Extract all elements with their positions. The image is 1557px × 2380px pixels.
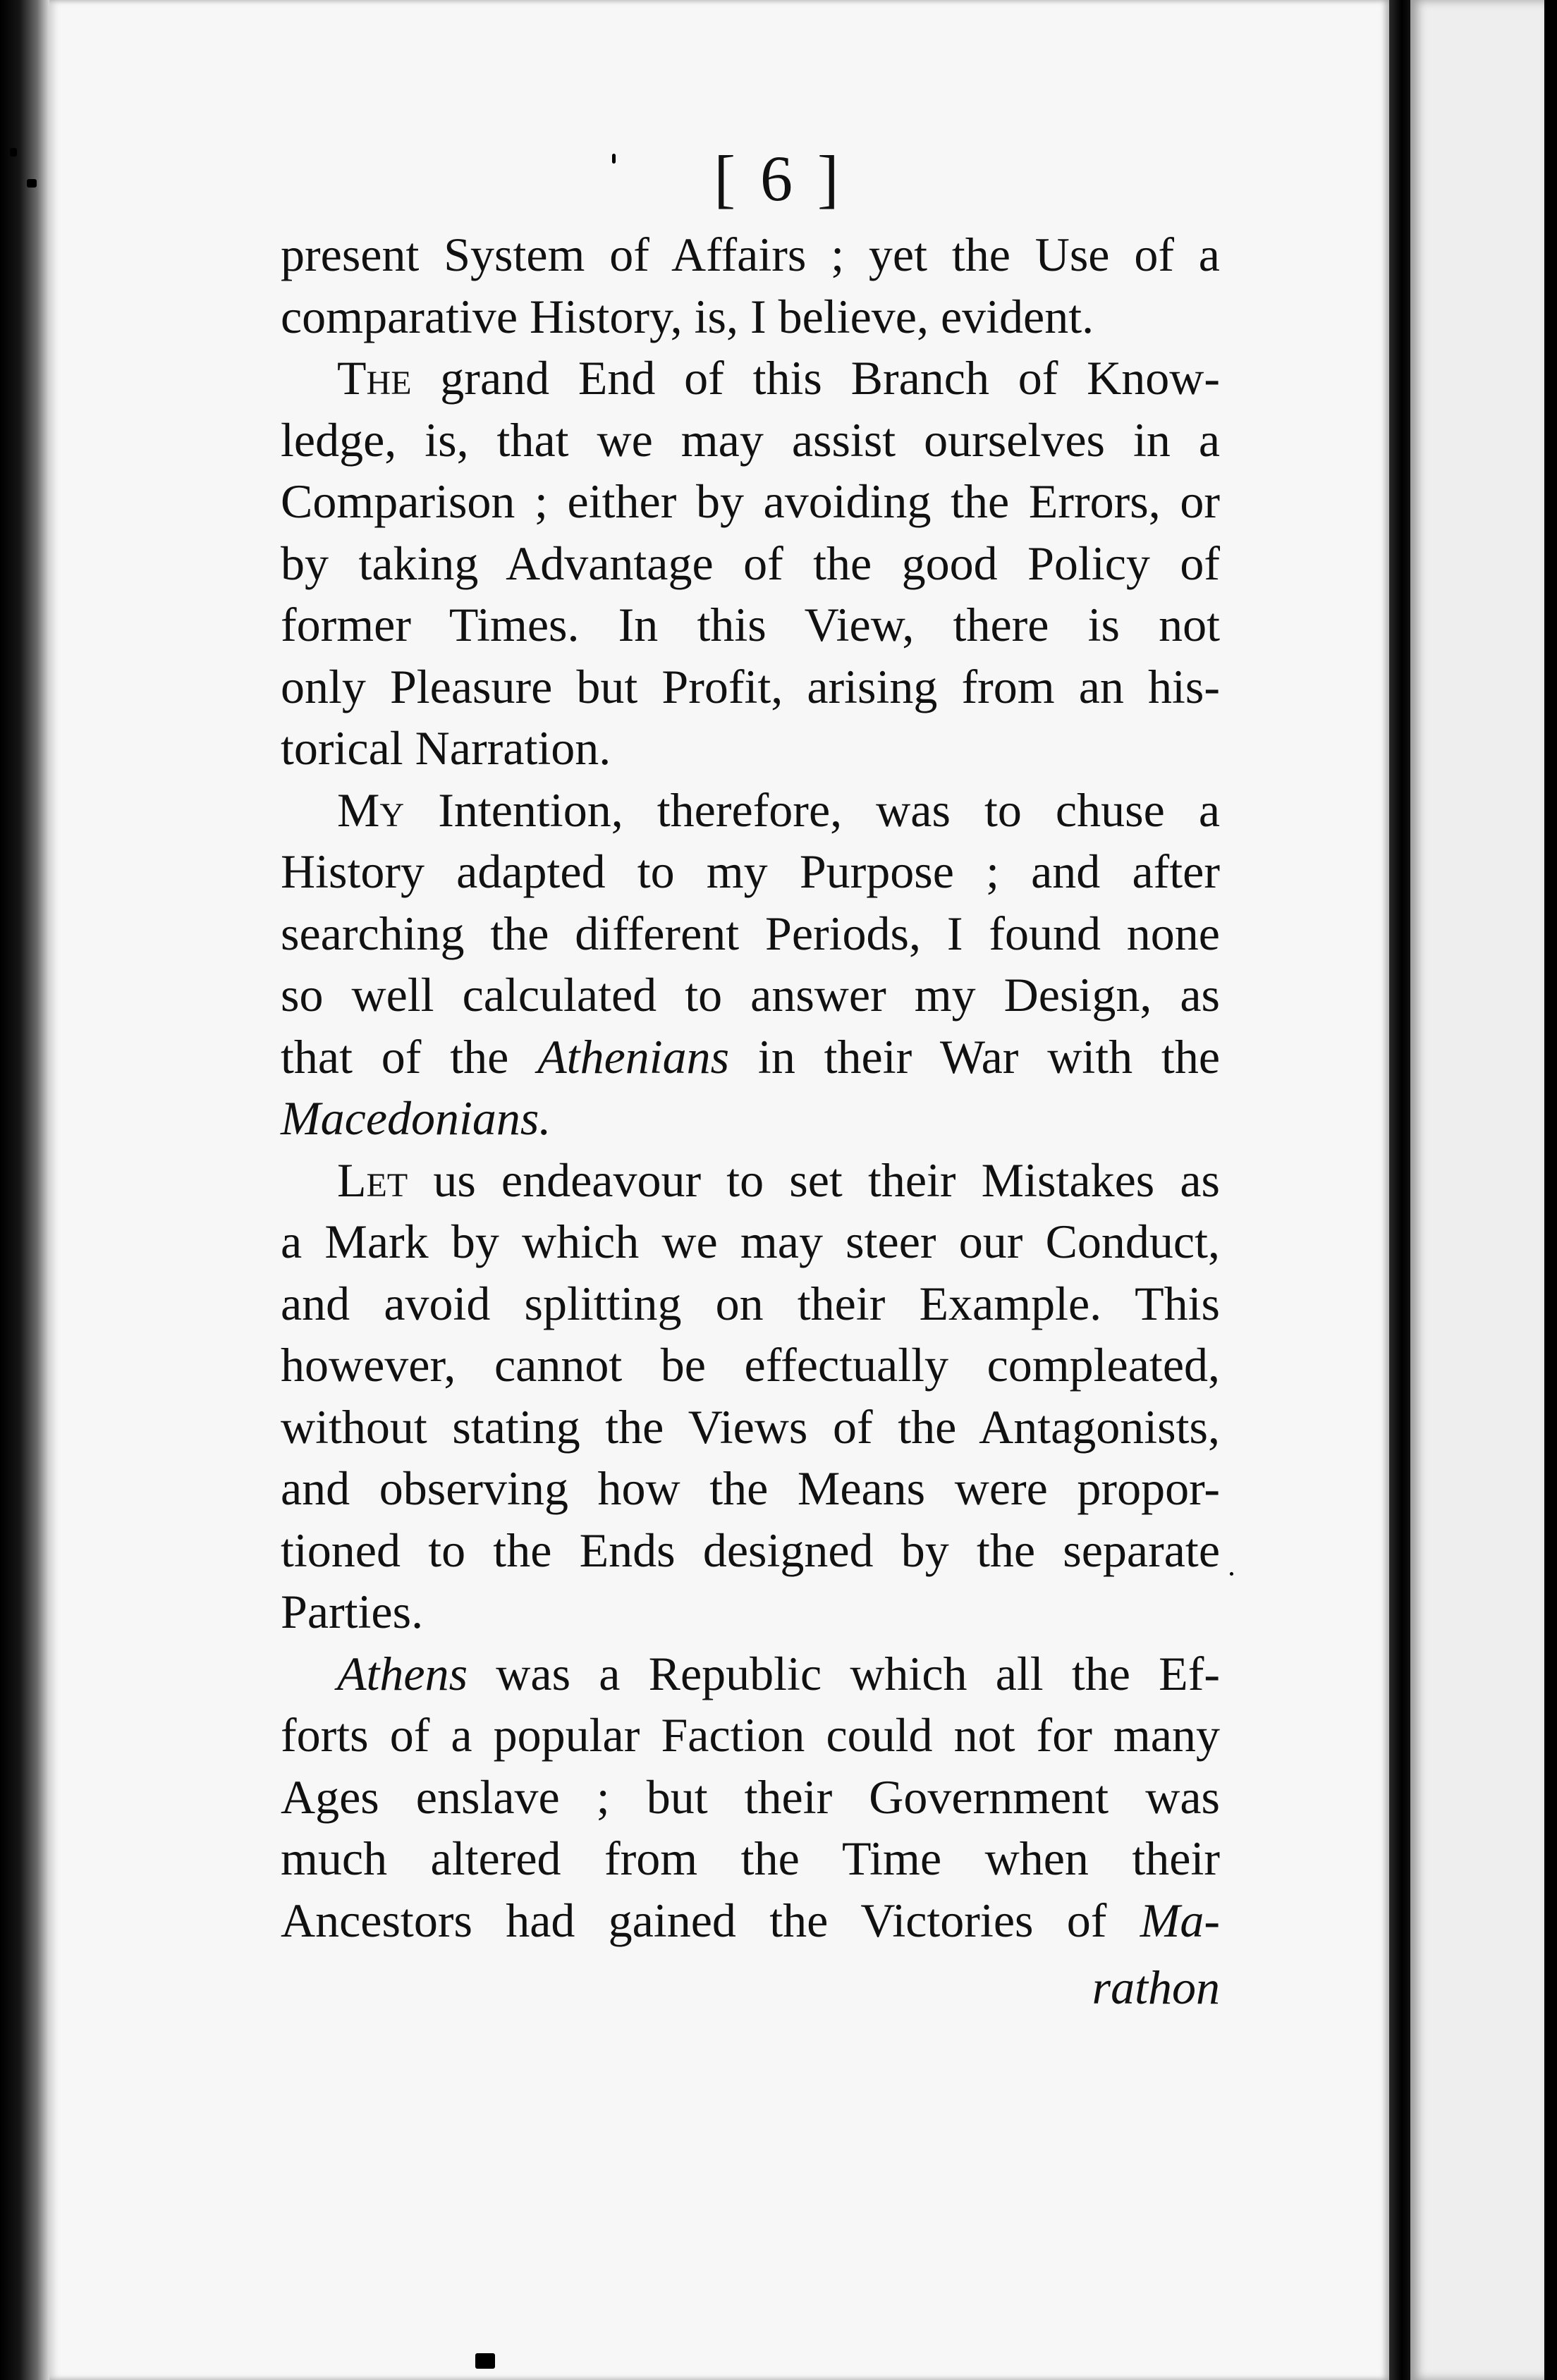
line-text: comparative History, is, I believe, evident. bbox=[281, 289, 1094, 343]
text-line bbox=[281, 841, 1220, 903]
text-line bbox=[281, 1088, 1220, 1150]
italic-text: Athens bbox=[337, 1646, 468, 1700]
line-text: so well calculated to answer my Design, as bbox=[281, 968, 1220, 1022]
line-text: in their War with the bbox=[729, 1029, 1220, 1084]
right-scan-edge bbox=[1544, 0, 1557, 2380]
text-line bbox=[281, 1150, 1220, 1212]
text-line bbox=[281, 594, 1220, 656]
text-line bbox=[281, 1335, 1220, 1397]
line-text: us endeavour to set their Mistakes as bbox=[408, 1153, 1220, 1207]
italic-text: Athenians bbox=[537, 1029, 730, 1084]
text-line bbox=[281, 718, 1220, 780]
text-line bbox=[281, 964, 1220, 1026]
line-text: by taking Advantage of the good Policy of bbox=[281, 536, 1220, 590]
page-number: [ 6 ] bbox=[714, 142, 843, 214]
small-caps-lead: My bbox=[337, 783, 405, 837]
body-text bbox=[281, 224, 1220, 2019]
line-text: and observing how the Means were propor- bbox=[281, 1461, 1220, 1515]
text-line bbox=[281, 286, 1220, 348]
line-text: without stating the Views of the Antagonists, bbox=[281, 1399, 1220, 1454]
text-line bbox=[281, 1643, 1220, 1705]
text-line bbox=[281, 410, 1220, 472]
small-caps-lead: The bbox=[337, 351, 412, 405]
line-text: Intention, therefore, was to chuse a bbox=[404, 783, 1220, 837]
scan-speck bbox=[475, 2353, 495, 2369]
scan-speck bbox=[1230, 1572, 1233, 1576]
line-text: much altered from the Time when their bbox=[281, 1832, 1220, 1885]
line-text: present System of Affairs ; yet the Use of a bbox=[281, 228, 1220, 281]
text-line bbox=[281, 1705, 1220, 1767]
line-text: Ages enslave ; but their Government was bbox=[281, 1769, 1220, 1824]
scan-speck bbox=[27, 179, 37, 188]
left-scan-edge bbox=[0, 0, 49, 2380]
text-line bbox=[281, 1397, 1220, 1459]
line-text: torical Narration. bbox=[281, 721, 611, 775]
line-text: grand End of this Branch of Know- bbox=[411, 351, 1220, 405]
book-gutter bbox=[1389, 0, 1410, 2380]
text-line bbox=[281, 1581, 1220, 1643]
text-line bbox=[281, 656, 1220, 718]
text-line bbox=[281, 1211, 1220, 1273]
text-line bbox=[281, 903, 1220, 965]
text-line bbox=[281, 1026, 1220, 1088]
line-text: however, cannot be effectually compleated, bbox=[281, 1338, 1220, 1392]
text-line bbox=[281, 224, 1220, 286]
text-line bbox=[281, 1458, 1220, 1520]
italic-text: Ma- bbox=[1140, 1893, 1220, 1947]
text-line bbox=[281, 1273, 1220, 1335]
line-text: former Times. In this View, there is not bbox=[281, 598, 1220, 651]
line-text: Parties. bbox=[281, 1585, 424, 1638]
text-line bbox=[281, 471, 1220, 533]
scan-speck bbox=[10, 148, 17, 157]
text-line bbox=[281, 533, 1220, 595]
line-text: tioned to the Ends designed by the separate bbox=[281, 1523, 1220, 1577]
small-caps-lead: Let bbox=[337, 1153, 408, 1207]
line-text: and avoid splitting on their Example. This bbox=[281, 1276, 1220, 1330]
line-text: ledge, is, that we may assist ourselves in a bbox=[281, 412, 1220, 467]
text-line bbox=[281, 1767, 1220, 1829]
catchword: rathon bbox=[1092, 1961, 1220, 2014]
scan-speck bbox=[612, 154, 616, 164]
line-text: History adapted to my Purpose ; and after bbox=[281, 845, 1220, 898]
text-line bbox=[281, 1520, 1220, 1582]
line-text: only Pleasure but Profit, arising from an his- bbox=[281, 659, 1220, 713]
line-text: Ancestors had gained the Victories of bbox=[281, 1893, 1140, 1947]
line-text: Comparison ; either by avoiding the Errors, or bbox=[281, 474, 1220, 528]
line-text: forts of a popular Faction could not for many bbox=[281, 1708, 1220, 1762]
text-line bbox=[281, 1828, 1220, 1890]
text-line bbox=[281, 348, 1220, 410]
facing-page-edge bbox=[1410, 0, 1544, 2380]
line-text: was a Republic which all the Ef- bbox=[468, 1646, 1220, 1700]
italic-text: Macedonians. bbox=[281, 1091, 551, 1145]
line-text: a Mark by which we may steer our Conduct, bbox=[281, 1215, 1220, 1268]
text-lines bbox=[281, 224, 1220, 1951]
text-line bbox=[281, 1890, 1220, 1952]
line-text: searching the different Periods, I found none bbox=[281, 906, 1220, 960]
line-text: that of the bbox=[281, 1029, 538, 1084]
text-line bbox=[281, 780, 1220, 842]
